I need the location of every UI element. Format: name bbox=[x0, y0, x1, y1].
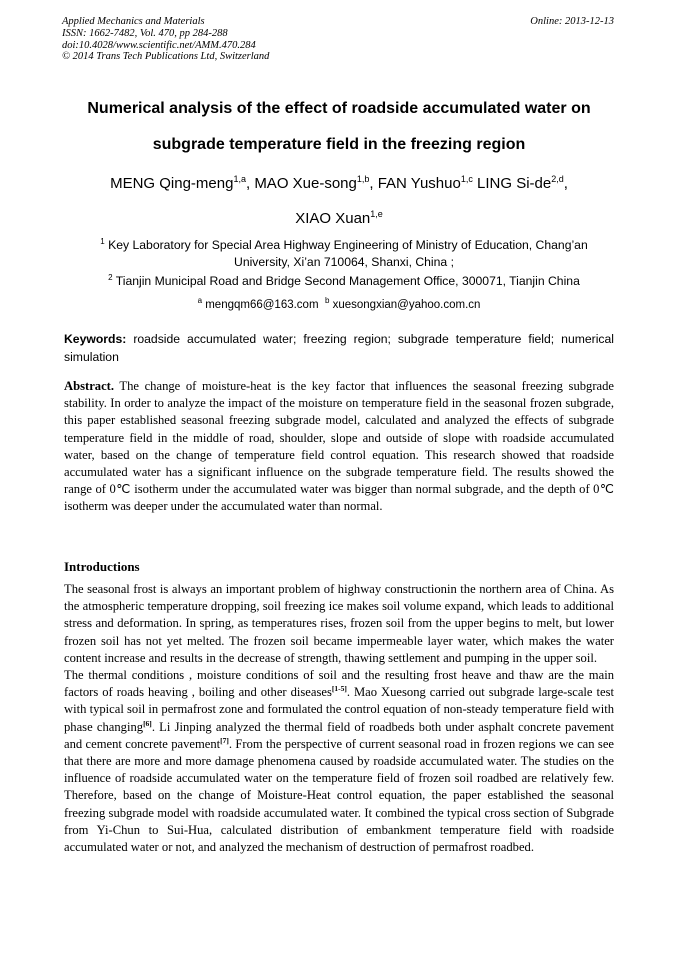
online-date: Online: 2013-12-13 bbox=[530, 16, 614, 27]
author-sup: 1,b bbox=[356, 174, 370, 184]
affiliation-sup: 2 bbox=[108, 273, 113, 282]
citation[interactable]: [7] bbox=[220, 735, 229, 745]
abstract-text: The change of moisture-heat is the key factor that influences the seasonal freezing subgrade stability. In order to analyze the impact of the moisture on temperature field in the seasonal frozen subgrade, this paper established seasonal freezing subgrade model, calculated and analyzed the effects of subgrade temperature field in the middle of road, shoulder, slope and outside of slope with roadside accumulated water, based on the change of temperature field control equation. This research showed that roadside accumulated water has a significant influence on the subgrade temperature field. The results showed the range of 0℃ isotherm under the accumulated water was bigger than normal subgrade, and the depth of 0℃ isotherm was deeper under the accumulated water than normal. bbox=[64, 379, 614, 514]
journal-doi: doi:10.4028/www.scientific.net/AMM.470.284 bbox=[62, 39, 256, 51]
affiliation-sup: 1 bbox=[100, 237, 105, 246]
journal-name: Applied Mechanics and Materials bbox=[62, 16, 205, 27]
paper-title bbox=[40, 91, 638, 163]
journal-copyright: © 2014 Trans Tech Publications Ltd, Switzerland bbox=[62, 51, 270, 63]
author-name: MAO Xue-song bbox=[254, 175, 357, 192]
author-sup: 1,a bbox=[233, 174, 246, 184]
keywords bbox=[64, 331, 614, 366]
text-run: . From the perspective of current seasonal road in frozen regions we can see that there are more and more damage phenomena caused by roadside accumulated water. The studies on the influence of roadside accumulated water on the temperature field of frozen soil roadbed are relatively few. Therefore, based on the change of Moisture-Heat control equation, the paper established the seasonal freezing subgrade model with roadside accumulated water. It combined the typical cross section of Subgrade from Yi-Chun to Sui-Hua, calculated distribution of embankment temperature field with roadside accumulated water or not, and analyzed the mechanism of destruction of permafrost roadbed. bbox=[64, 736, 614, 855]
citation[interactable]: [1-5] bbox=[331, 684, 347, 694]
introduction-body bbox=[64, 581, 614, 856]
text-run: . Mao Xuesong carried out subgrade large-scale test with typical soil in permafrost zone and formulated the control equation of non-steady temperature field with phase changing bbox=[64, 685, 614, 734]
author-name: MENG Qing-meng bbox=[110, 175, 234, 192]
section-heading: Introductions bbox=[64, 559, 140, 574]
journal-issn: ISSN: 1662-7482, Vol. 470, pp 284-288 bbox=[62, 27, 228, 39]
abstract-label: Abstract. bbox=[64, 379, 115, 393]
author-sep: , bbox=[369, 175, 378, 192]
text-run: The thermal conditions , moisture conditions of soil and the resulting frost heave and thaw are the main factors of roads heaving , boiling and other diseases bbox=[64, 668, 614, 700]
affiliation-text: Tianjin Municipal Road and Bridge Second Management Office, 300071, Tianjin China bbox=[115, 274, 580, 288]
author-sep: , bbox=[563, 175, 568, 192]
author-sep: , bbox=[245, 175, 255, 192]
title-line-1: Numerical analysis of the effect of roadside accumulated water on bbox=[87, 100, 591, 117]
journal-header bbox=[62, 16, 614, 63]
author-name: XIAO Xuan bbox=[295, 210, 371, 227]
author-name: LING Si-de bbox=[477, 175, 552, 192]
paragraph bbox=[64, 667, 614, 856]
author-line-1 bbox=[40, 166, 638, 201]
abstract bbox=[64, 378, 614, 516]
paragraph: The seasonal frost is always an important problem of highway constructionin the northern area of China. As the atmospheric temperature dropping, soil freezing ice makes soil volume expand, which leads to additional stress and deformation. In spring, as temperatures rises, frozen soil from the upper begins to melt, but lower frozen soil has not yet melted. The frozen soil became impermeable layer water, which makes the water content increase and results in the decrease of strength, thawing settlement and pumping in the upper soil. bbox=[64, 582, 614, 665]
affiliation-2 bbox=[80, 273, 608, 290]
author-sup: 2,d bbox=[551, 174, 564, 184]
affiliation-1 bbox=[80, 237, 608, 271]
keywords-text: roadside accumulated water; freezing region; subgrade temperature field; numerical simulation bbox=[64, 332, 614, 364]
affiliation-text: Key Laboratory for Special Area Highway Engineering of Ministry of Education, Chang’an University, Xi’an 710064, Shanxi, China ; bbox=[108, 238, 588, 269]
email-sup: a bbox=[197, 296, 203, 305]
text-run: . Li Jinping analyzed the thermal field of roadbeds both under asphalt concrete pavement and cement concrete pavement bbox=[64, 719, 614, 751]
email-line bbox=[40, 296, 638, 311]
email-link[interactable]: mengqm66@163.com bbox=[205, 299, 319, 311]
affiliations bbox=[80, 237, 608, 292]
author-sup: 1,e bbox=[370, 209, 383, 219]
author-sup: 1,c bbox=[460, 174, 473, 184]
email-link[interactable]: xuesongxian@yahoo.com.cn bbox=[332, 299, 481, 311]
citation[interactable]: [6] bbox=[143, 718, 152, 728]
author-name: FAN Yushuo bbox=[377, 175, 461, 192]
title-line-2: subgrade temperature field in the freezing region bbox=[152, 136, 526, 153]
keywords-label: Keywords: bbox=[64, 332, 127, 346]
author-list bbox=[40, 166, 638, 236]
author-line-2 bbox=[40, 201, 638, 236]
email-sup: b bbox=[324, 296, 330, 305]
